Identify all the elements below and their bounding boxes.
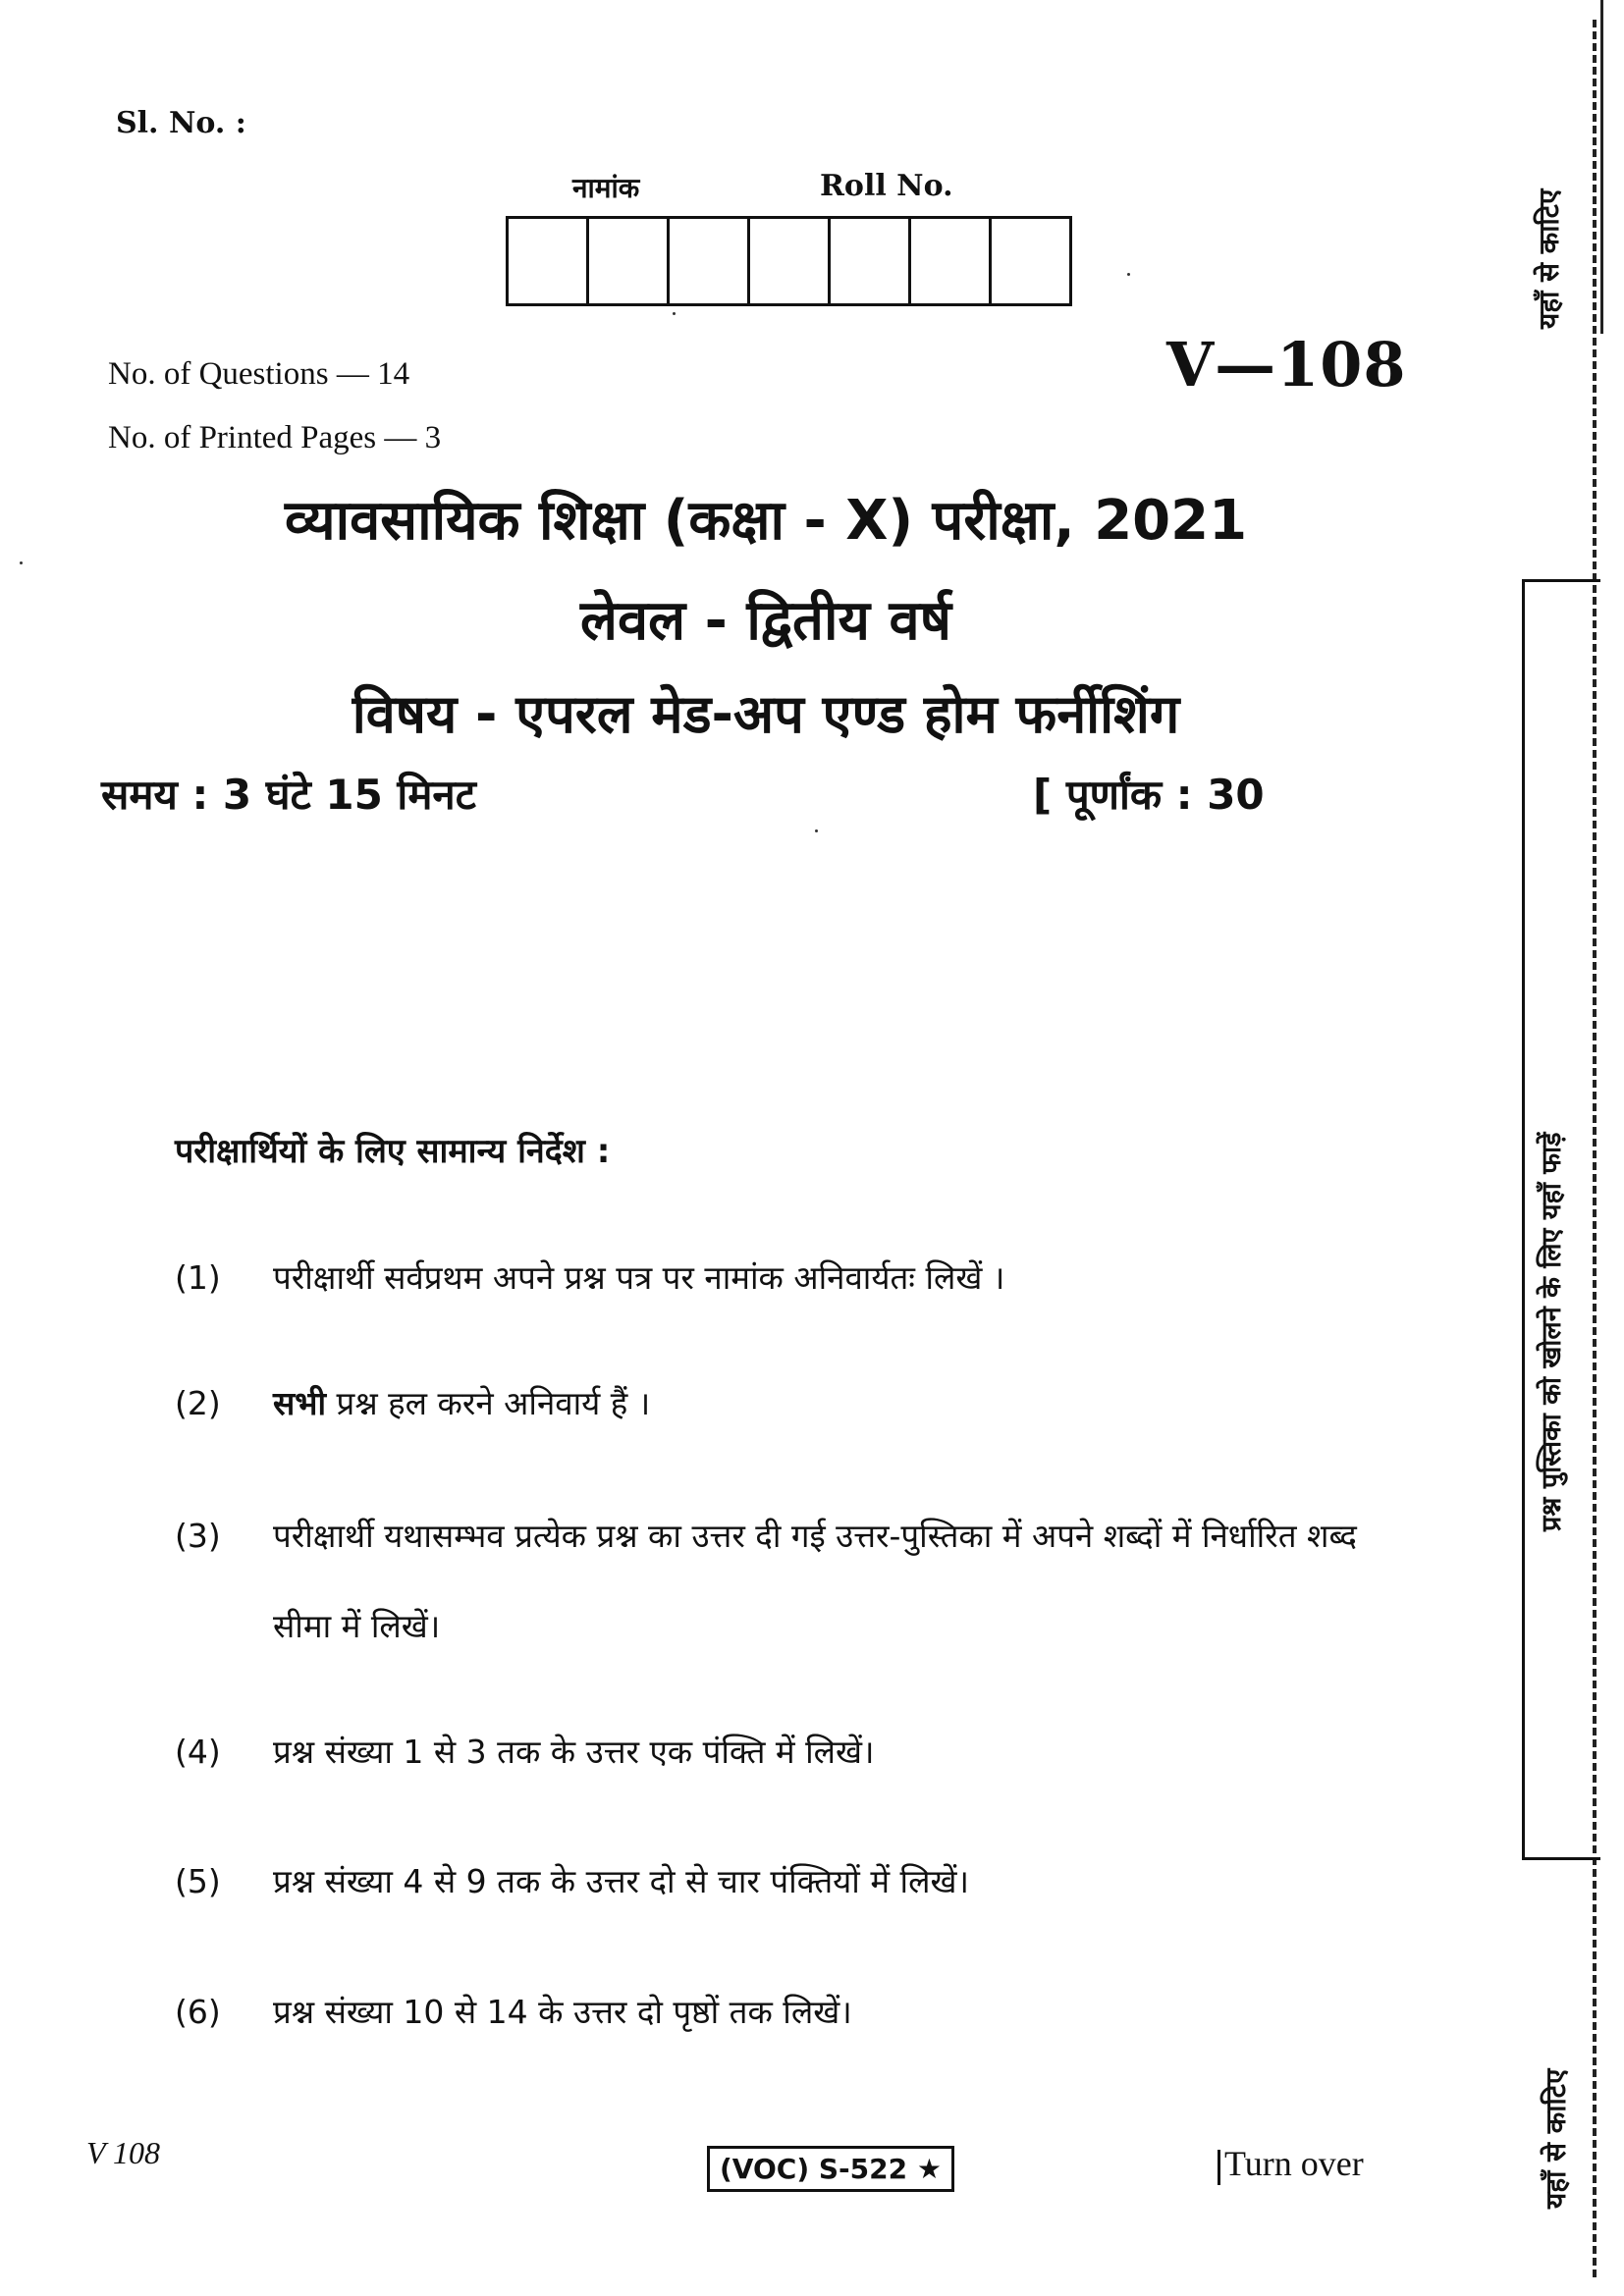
instruction-text: परीक्षार्थी सर्वप्रथम अपने प्रश्न पत्र पर नामांक अनिवार्यतः लिखें । (273, 1258, 1005, 1297)
instruction-item (175, 1733, 1373, 1772)
roll-number-cell-1[interactable] (509, 219, 589, 303)
exam-duration: समय : 3 घंटे 15 मिनट (101, 771, 476, 819)
footer-paper-code: V 108 (86, 2135, 160, 2170)
instruction-number: (1) (175, 1258, 221, 1297)
serial-number-label: Sl. No. : (116, 106, 246, 140)
exam-subject: विषय - एपरल मेड-अप एण्ड होम फर्नीशिंग (352, 683, 1180, 745)
scan-speck (1127, 273, 1130, 276)
instruction-item (175, 1993, 1373, 2032)
bracket-bar (1218, 2150, 1220, 2185)
instruction-item (175, 1258, 1373, 1298)
instruction-text-rest: प्रश्न हल करने अनिवार्य हैं । (326, 1384, 651, 1422)
footer-series-code: (VOC) S-522 ★ (707, 2146, 954, 2192)
turn-over-note (1218, 2143, 1364, 2185)
roll-number-cell-2[interactable] (589, 219, 670, 303)
scan-speck (673, 312, 676, 315)
exam-title: व्यावसायिक शिक्षा (कक्षा - X) परीक्षा, 2021 (284, 489, 1248, 553)
cut-here-label-top: यहाँ से काटिए (1533, 188, 1565, 329)
paper-code: V—108 (1166, 329, 1407, 400)
roll-number-cell-4[interactable] (750, 219, 831, 303)
turn-over-text: Turn over (1224, 2144, 1364, 2183)
number-of-questions: No. of Questions — 14 (108, 356, 410, 392)
instruction-bold-word: सभी (273, 1384, 327, 1422)
instruction-item (175, 1517, 1373, 1697)
cut-here-label-bottom: यहाँ से काटिए (1540, 2068, 1572, 2209)
instruction-number: (3) (175, 1517, 221, 1555)
roll-number-cell-5[interactable] (831, 219, 911, 303)
scan-speck (20, 561, 23, 564)
instruction-text: प्रश्न संख्या 1 से 3 तक के उत्तर एक पंक्ति में लिखें। (273, 1733, 875, 1771)
roll-number-cell-3[interactable] (670, 219, 750, 303)
tear-to-open-label: प्रश्न पुस्तिका को खोलने के लिए यहाँ फाड़ें (1537, 1132, 1567, 1531)
instruction-item (175, 1862, 1373, 1901)
instruction-item (175, 1384, 1373, 1423)
instruction-text: प्रश्न संख्या 10 से 14 के उत्तर दो पृष्ठों तक लिखें। (273, 1993, 852, 2031)
instruction-number: (4) (175, 1733, 221, 1771)
instruction-number: (6) (175, 1993, 221, 2031)
instruction-text: प्रश्न संख्या 4 से 9 तक के उत्तर दो से चार पंक्तियों में लिखें। (273, 1862, 969, 1900)
instruction-number: (5) (175, 1862, 221, 1900)
roll-number-label-english: Roll No. (820, 169, 953, 203)
instruction-number: (2) (175, 1384, 221, 1422)
scan-speck (815, 829, 818, 832)
roll-number-cell-7[interactable] (992, 219, 1069, 303)
instruction-text (273, 1384, 1373, 1423)
exam-level: लेवल - द्वितीय वर्ष (580, 589, 951, 653)
margin-edge-line (1600, 0, 1603, 334)
instructions-heading: परीक्षार्थियों के लिए सामान्य निर्देश : (175, 1132, 611, 1171)
roll-number-cell-6[interactable] (911, 219, 992, 303)
roll-number-boxes (506, 216, 1072, 306)
instruction-text: परीक्षार्थी यथासम्भव प्रत्येक प्रश्न का उत्तर दी गई उत्तर-पुस्तिका में अपने शब्दों में निर्धारित शब्द सीमा में लिखें। (273, 1517, 1357, 1645)
number-of-printed-pages: No. of Printed Pages — 3 (108, 420, 442, 455)
max-marks: [ पूर्णांक : 30 (1033, 771, 1265, 819)
roll-number-label-hindi: नामांक (572, 172, 640, 204)
